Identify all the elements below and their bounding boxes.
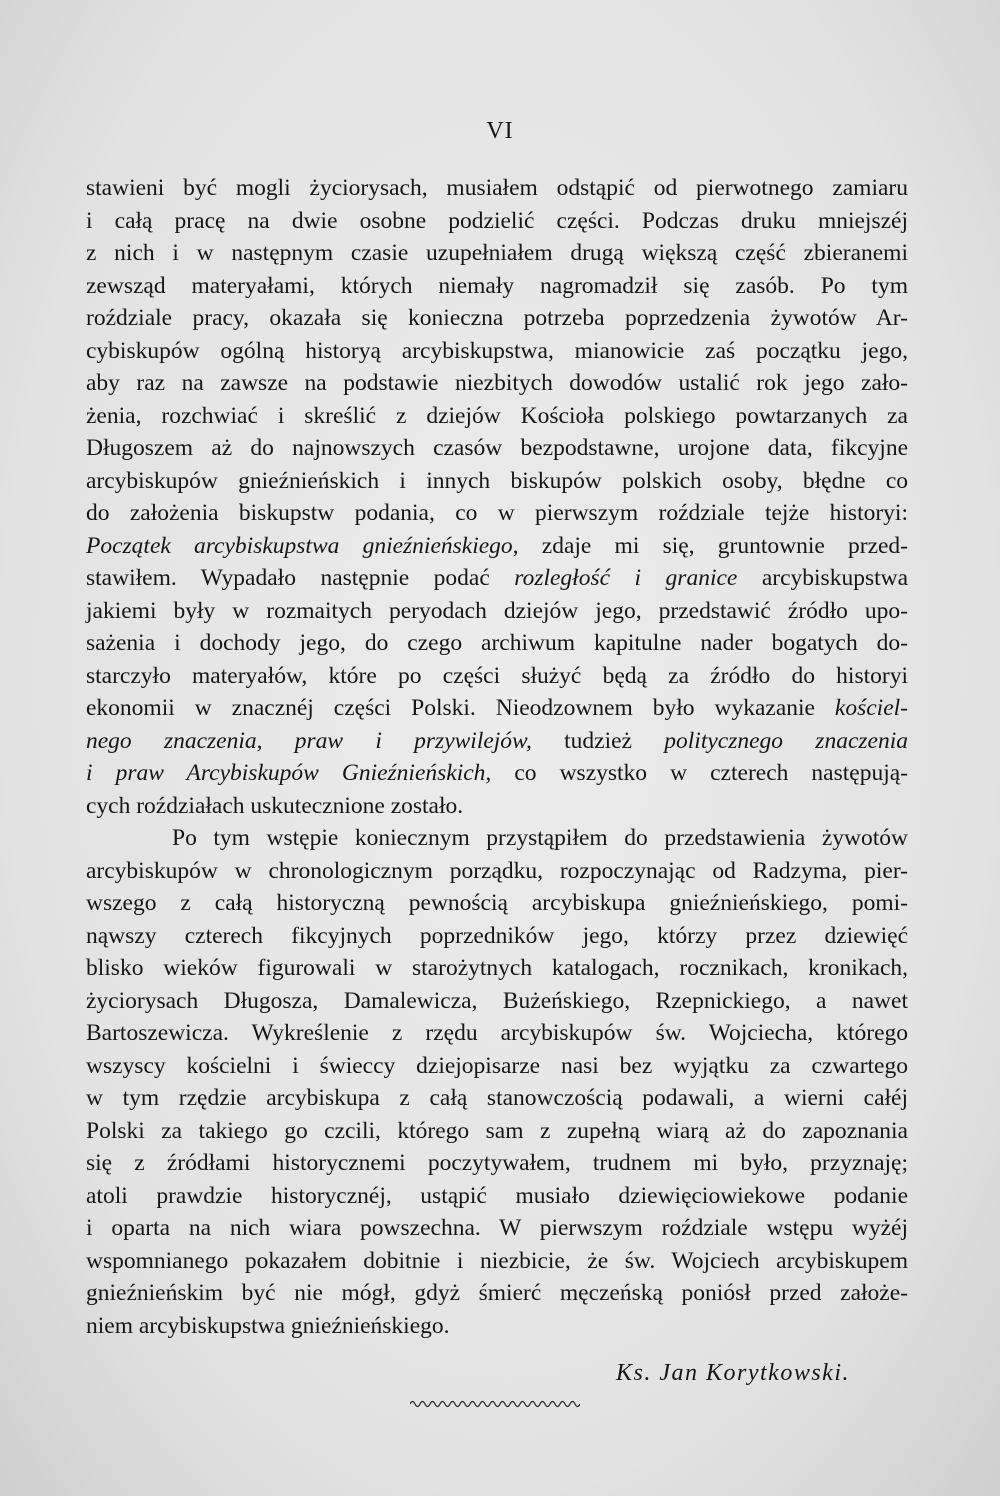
text-segment: tudzież bbox=[531, 727, 665, 754]
text-line bbox=[86, 985, 908, 1018]
text-line bbox=[86, 302, 908, 335]
text-line bbox=[86, 530, 908, 563]
text-segment: arcybiskupów w chronologicznym porządku, rozpoczynając od Radzyma, pier- bbox=[86, 857, 908, 884]
text-segment: wszyscy kościelni i świeccy dziejopisarze nasi bez wyjątku za czwartego bbox=[86, 1052, 908, 1079]
text-segment: zewsząd materyałami, których niemały nagromadził się zasób. Po tym bbox=[86, 272, 908, 299]
author-signature: Ks. Jan Korytkowski. bbox=[616, 1360, 850, 1386]
text-line bbox=[86, 952, 908, 985]
text-line bbox=[86, 237, 908, 270]
text-line bbox=[86, 822, 908, 855]
text-segment: życiorysach Długosza, Damalewicza, Bużeńskiego, Rzepnickiego, a nawet bbox=[86, 987, 908, 1014]
text-line bbox=[86, 562, 908, 595]
text-segment: Polski za takiego go czcili, którego sam z zupełną wiarą aż do zapoznania bbox=[86, 1117, 908, 1144]
text-line bbox=[86, 790, 908, 823]
text-segment: co wszystko w czterech następują- bbox=[491, 760, 909, 786]
text-line bbox=[86, 335, 908, 368]
text-line bbox=[86, 1277, 908, 1310]
text-segment: wspomnianego pokazałem dobitnie i niezbicie, że św. Wojciech arcybiskupem bbox=[86, 1247, 908, 1274]
text-segment: sażenia i dochody jego, do czego archiwum kapitulne nader bogatych do- bbox=[86, 630, 908, 656]
text-line bbox=[86, 1017, 908, 1050]
text-segment: nąwszy czterech fikcyjnych poprzedników jego, którzy przez dziewięć bbox=[86, 922, 908, 949]
text-line bbox=[86, 1180, 908, 1213]
italic-phrase: rozległość i granice bbox=[514, 565, 738, 591]
text-line bbox=[86, 887, 908, 920]
italic-phrase: Początek arcybiskupstwa gnieźnieńskiego, bbox=[86, 532, 519, 559]
text-line bbox=[86, 205, 908, 238]
text-line bbox=[86, 757, 908, 790]
text-line bbox=[86, 465, 908, 498]
body-text bbox=[86, 172, 908, 1342]
text-line bbox=[86, 497, 908, 530]
text-segment: stawieni być mogli życiorysach, musiałem odstąpić od pierwotnego zamiaru bbox=[86, 175, 908, 201]
italic-phrase: kościel- bbox=[834, 695, 908, 721]
text-line bbox=[86, 400, 908, 433]
text-line bbox=[86, 1147, 908, 1180]
text-segment: cybiskupów ogólną historyą arcybiskupstwa, mianowicie zaś początku jego, bbox=[86, 337, 908, 364]
text-segment: arcybiskupstwa bbox=[737, 565, 909, 591]
text-line bbox=[86, 627, 908, 660]
text-segment: w tym rzędzie arcybiskupa z całą stanowczością podawali, a wierni całéj bbox=[86, 1085, 908, 1111]
text-line bbox=[86, 725, 908, 758]
text-segment: ekonomii w znacznéj części Polski. Nieodzownem było wykazanie bbox=[86, 695, 835, 721]
text-segment: Długoszem aż do najnowszych czasów bezpodstawne, urojone data, fikcyjne bbox=[86, 435, 908, 461]
text-segment: atoli prawdzie historycznéj, ustąpić musiało dziewięciowiekowe podanie bbox=[86, 1182, 908, 1209]
text-line bbox=[86, 1245, 908, 1278]
text-segment: starczyło materyałów, które po części służyć będą za źródło do historyi bbox=[86, 662, 908, 689]
text-line bbox=[86, 855, 908, 888]
text-segment: cych roździałach uskutecznione zostało. bbox=[86, 792, 464, 819]
text-segment: blisko wieków figurowali w starożytnych katalogach, rocznikach, kronikach, bbox=[86, 955, 908, 981]
decorative-wavy-rule bbox=[410, 1398, 580, 1410]
text-line bbox=[86, 1310, 908, 1343]
italic-phrase: i praw Arcybiskupów Gnieźnieńskich, bbox=[86, 760, 492, 786]
text-segment: roździale pracy, okazała się konieczna potrzeba poprzedzenia żywotów Ar- bbox=[86, 305, 908, 331]
text-line bbox=[86, 1050, 908, 1083]
italic-phrase: nego znaczenia, praw i przywilejów, bbox=[86, 727, 532, 754]
text-segment: stawiłem. Wypadało następnie podać bbox=[86, 565, 515, 591]
text-line bbox=[86, 692, 908, 725]
page-number: VI bbox=[486, 118, 514, 144]
text-line bbox=[86, 595, 908, 628]
text-segment: się z źródłami historycznemi poczytywałem, trudnem mi było, przyznaję; bbox=[86, 1150, 908, 1176]
text-segment: Bartoszewicza. Wykreślenie z rzędu arcybiskupów św. Wojciecha, którego bbox=[86, 1020, 908, 1046]
text-segment: jakiemi były w rozmaitych peryodach dziejów jego, przedstawić źródło upo- bbox=[86, 597, 908, 624]
text-segment: zdaje mi się, gruntownie przed- bbox=[518, 532, 909, 559]
text-segment: żenia, rozchwiać i skreślić z dziejów Kościoła polskiego powtarzanych za bbox=[86, 402, 908, 429]
text-line bbox=[86, 660, 908, 693]
text-line bbox=[86, 1115, 908, 1148]
text-line bbox=[86, 367, 908, 400]
italic-phrase: politycznego znaczenia bbox=[664, 727, 908, 754]
text-segment: aby raz na zawsze na podstawie niezbitych dowodów ustalić rok jego zało- bbox=[86, 370, 908, 396]
text-segment: wszego z całą historyczną pewnością arcybiskupa gnieźnieńskiego, pomi- bbox=[86, 890, 908, 916]
text-segment: niem arcybiskupstwa gnieźnieńskiego. bbox=[86, 1312, 450, 1339]
text-segment: arcybiskupów gnieźnieńskich i innych biskupów polskich osoby, błędne co bbox=[86, 467, 908, 494]
text-line bbox=[86, 270, 908, 303]
text-segment: do założenia biskupstw podania, co w pierwszym roździale tejże historyi: bbox=[86, 500, 908, 526]
text-segment: Po tym wstępie koniecznym przystąpiłem do przedstawienia żywotów bbox=[172, 825, 908, 851]
text-line bbox=[86, 1082, 908, 1115]
text-segment: z nich i w następnym czasie uzupełniałem drugą większą część zbieranemi bbox=[86, 240, 908, 266]
text-line bbox=[86, 172, 908, 205]
text-segment: gnieźnieńskim być nie mógł, gdyż śmierć męczeńską poniósł przed założe- bbox=[86, 1280, 908, 1306]
text-segment: i oparta na nich wiara powszechna. W pierwszym roździale wstępu wyżéj bbox=[86, 1215, 908, 1241]
text-line bbox=[86, 920, 908, 953]
text-line bbox=[86, 1212, 908, 1245]
text-segment: i całą pracę na dwie osobne podzielić części. Podczas druku mniejszéj bbox=[86, 207, 908, 234]
text-line bbox=[86, 432, 908, 465]
